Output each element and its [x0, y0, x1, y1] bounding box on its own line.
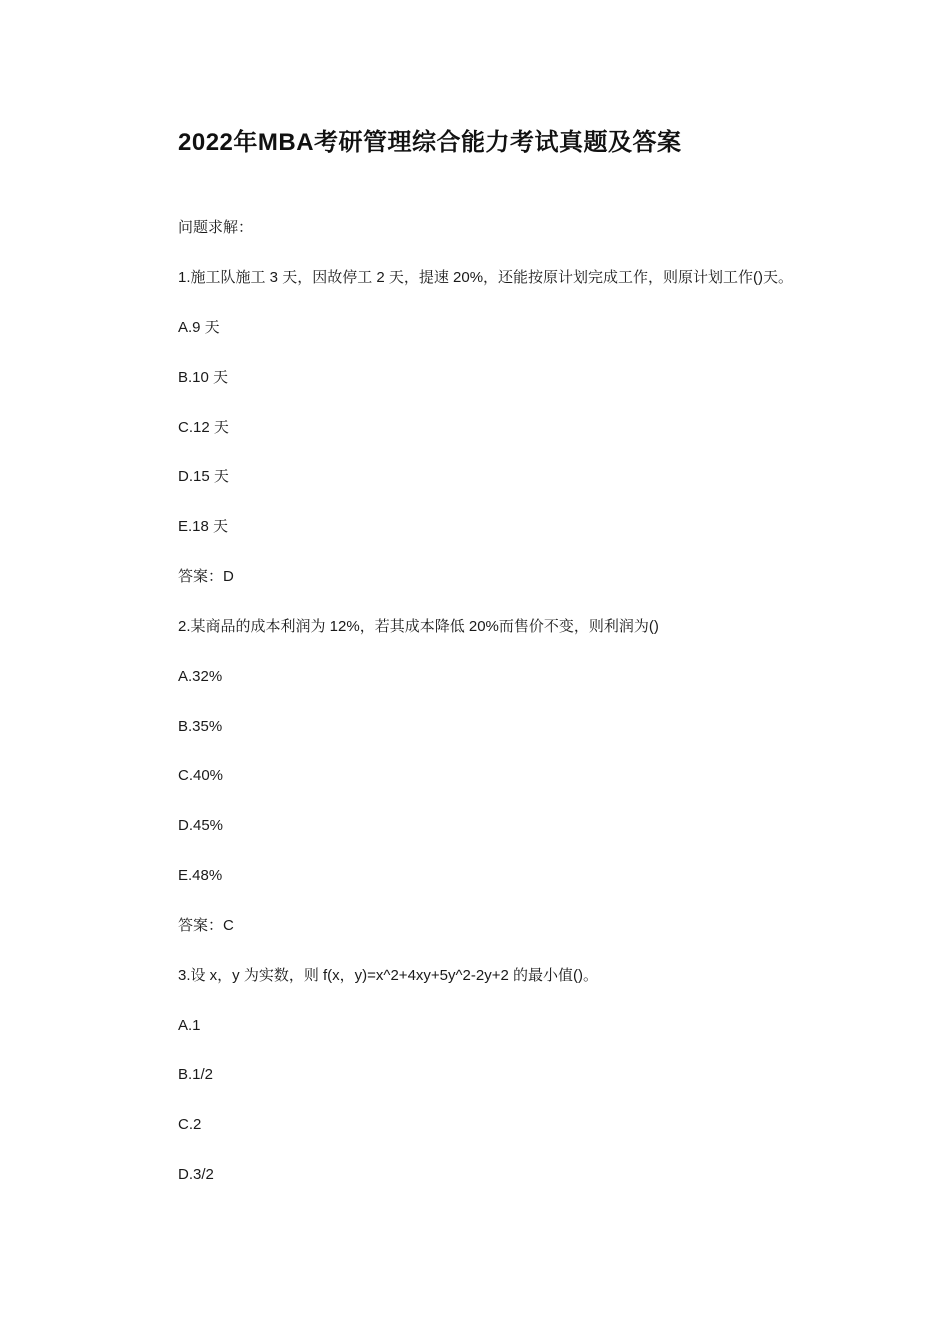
question-1-stem: 1.施工队施工 3 天，因故停工 2 天，提速 20%，还能按原计划完成工作，则原计划工作()天。: [178, 269, 794, 286]
question-1-option-a: A.9 天: [178, 319, 220, 336]
question-2-option-b: B.35%: [178, 718, 223, 735]
question-3-option-a: A.1: [178, 1017, 201, 1034]
question-3-option-c: C.2: [178, 1116, 202, 1133]
question-2-option-a: A.32%: [178, 668, 223, 685]
question-1-option-c: C.12 天: [178, 419, 229, 436]
question-3-option-d: D.3/2: [178, 1166, 214, 1183]
question-3-option-b: B.1/2: [178, 1066, 214, 1083]
question-2-stem: 2.某商品的成本利润为 12%，若其成本降低 20%而售价不变，则利润为(): [178, 618, 659, 635]
question-1-option-e: E.18 天: [178, 518, 229, 535]
question-3-stem: 3.设 x，y 为实数，则 f(x，y)=x^2+4xy+5y^2-2y+2 的最小值()。: [178, 967, 598, 984]
section-heading: 问题求解：: [178, 219, 254, 236]
question-1-option-b: B.10 天: [178, 369, 229, 386]
question-1-answer: 答案：D: [178, 568, 234, 585]
question-2-option-d: D.45%: [178, 817, 224, 834]
question-2-option-e: E.48%: [178, 867, 223, 884]
question-2-option-c: C.40%: [178, 767, 224, 784]
question-1-option-d: D.15 天: [178, 468, 229, 485]
document-title: 2022年MBA考研管理综合能力考试真题及答案: [178, 129, 682, 156]
question-2-answer: 答案：C: [178, 917, 234, 934]
